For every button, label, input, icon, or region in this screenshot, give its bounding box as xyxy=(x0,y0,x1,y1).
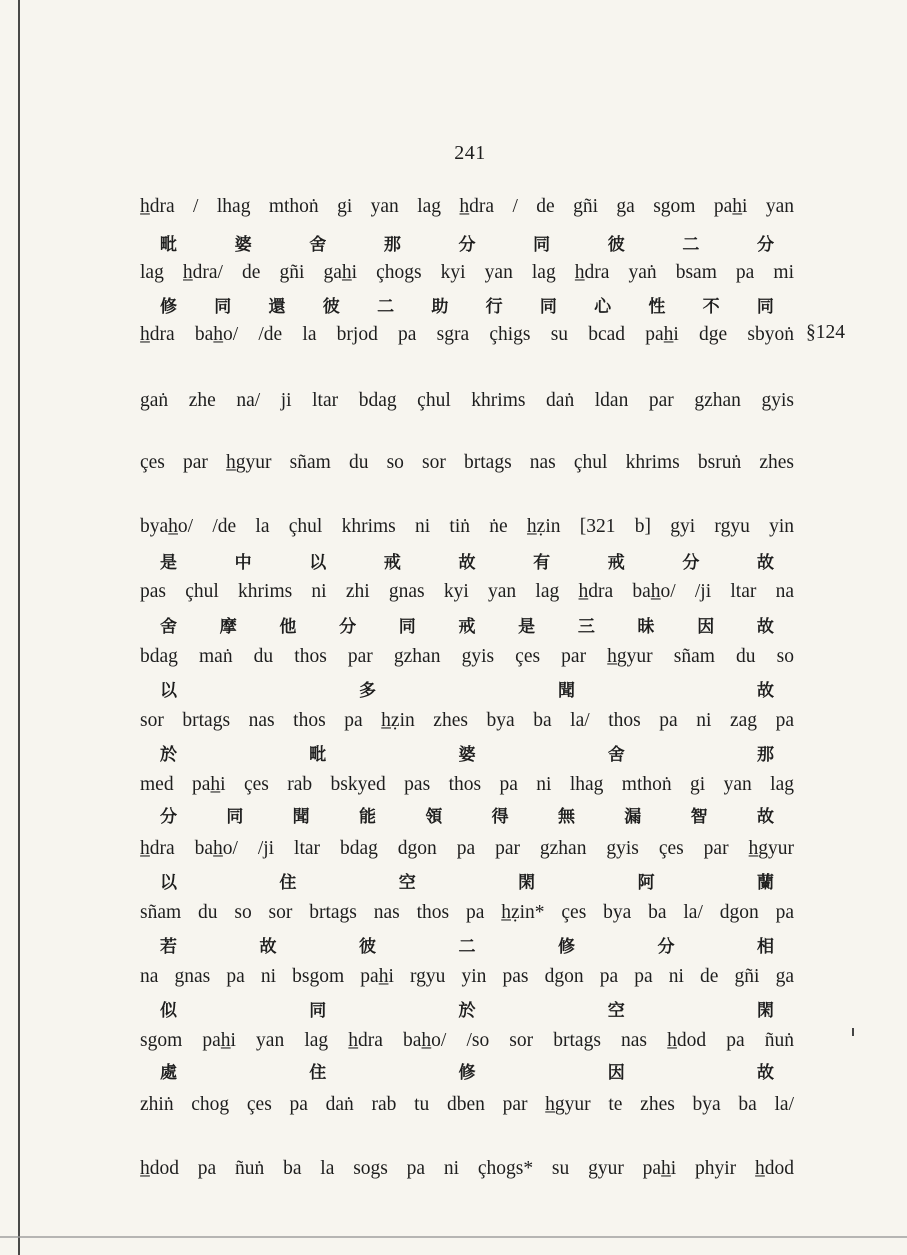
chinese-gloss-char: 二 xyxy=(682,235,700,255)
chinese-gloss-char: 故 xyxy=(757,553,774,573)
chinese-gloss-char: 故 xyxy=(756,617,774,637)
chinese-gloss-row xyxy=(160,932,774,957)
chinese-gloss-char: 二 xyxy=(377,297,395,317)
chinese-gloss-char: 助 xyxy=(431,297,449,317)
chinese-gloss-char: 故 xyxy=(757,1063,774,1083)
chinese-gloss-char: 他 xyxy=(279,617,297,637)
chinese-gloss-char: 彼 xyxy=(322,297,340,317)
tibetan-line: med pah̲i çes rab bskyed pas thos pa ni lhag mthoṅ gi yan lag xyxy=(140,774,794,795)
chinese-gloss-char: 同 xyxy=(309,1001,327,1021)
chinese-gloss-char: 故 xyxy=(259,937,277,957)
chinese-gloss-char: 以 xyxy=(160,873,177,893)
chinese-gloss-char: 舍 xyxy=(160,617,177,637)
chinese-gloss-char: 以 xyxy=(160,681,177,701)
chinese-gloss-char: 無 xyxy=(557,807,575,827)
chinese-gloss-char: 婆 xyxy=(234,235,252,255)
chinese-gloss-char: 空 xyxy=(607,1001,625,1021)
chinese-gloss-char: 閑 xyxy=(757,1001,774,1021)
chinese-gloss-char: 摩 xyxy=(219,617,237,637)
chinese-gloss-char: 同 xyxy=(226,807,244,827)
tibetan-line: na gnas pa ni bsgom pah̲i rgyu yin pas dgon pa pa ni de gñi ga xyxy=(140,966,794,987)
chinese-gloss-char: 閑 xyxy=(518,873,536,893)
chinese-gloss-char: 同 xyxy=(398,617,416,637)
chinese-gloss-char: 智 xyxy=(690,807,708,827)
page-number: 241 xyxy=(454,142,486,164)
chinese-gloss-char: 空 xyxy=(398,873,416,893)
tibetan-line: h̲dra bah̲o/ /ji ltar bdag dgon pa par gzhan gyis çes par h̲gyur xyxy=(140,838,794,859)
chinese-gloss-char: 以 xyxy=(309,553,327,573)
left-margin-rule xyxy=(18,0,20,1255)
chinese-gloss-char: 得 xyxy=(491,807,509,827)
chinese-gloss-char: 因 xyxy=(697,617,715,637)
chinese-gloss-char: 領 xyxy=(425,807,443,827)
chinese-gloss-char: 修 xyxy=(160,297,177,317)
chinese-gloss-char: 處 xyxy=(160,1063,177,1083)
tibetan-line: h̲dod pa ñuṅ ba la sogs pa ni çhogs* su gyur pah̲i phyir h̲dod xyxy=(140,1158,794,1179)
chinese-gloss-char: 分 xyxy=(458,235,476,255)
chinese-gloss-char: 戒 xyxy=(383,553,401,573)
chinese-gloss-char: 那 xyxy=(757,745,774,765)
chinese-gloss-row xyxy=(160,868,774,893)
chinese-gloss-char: 於 xyxy=(160,745,177,765)
chinese-gloss-row xyxy=(160,548,774,573)
chinese-gloss-char: 多 xyxy=(359,681,376,701)
tibetan-line: pas çhul khrims ni zhi gnas kyi yan lag h̲dra bah̲o/ /ji ltar na xyxy=(140,581,794,602)
chinese-gloss-char: 戒 xyxy=(607,553,625,573)
chinese-gloss-char: 修 xyxy=(558,937,575,957)
chinese-gloss-char: 住 xyxy=(279,873,297,893)
chinese-gloss-row xyxy=(160,292,774,317)
chinese-gloss-char: 性 xyxy=(648,297,666,317)
chinese-gloss-char: 心 xyxy=(594,297,612,317)
chinese-gloss-char: 戒 xyxy=(458,617,476,637)
chinese-gloss-char: 不 xyxy=(702,297,720,317)
tibetan-line: bdag maṅ du thos par gzhan gyis çes par h̲gyur sñam du so xyxy=(140,646,794,667)
chinese-gloss-char: 故 xyxy=(756,807,774,827)
chinese-gloss-char: 三 xyxy=(577,617,595,637)
chinese-gloss-row xyxy=(160,612,774,637)
tibetan-line: sñam du so sor brtags nas thos pa h̲ẓin* çes bya ba la/ dgon pa xyxy=(140,902,794,923)
chinese-gloss-char: 毗 xyxy=(309,745,327,765)
chinese-gloss-row xyxy=(160,230,774,255)
tibetan-line: h̲dra / lhag mthoṅ gi yan lag h̲dra / de gñi ga sgom pah̲i yan xyxy=(140,196,794,217)
chinese-gloss-char: 能 xyxy=(358,807,376,827)
tibetan-line: çes par h̲gyur sñam du so sor brtags nas çhul khrims bsruṅ zhes xyxy=(140,452,794,473)
chinese-gloss-char: 聞 xyxy=(558,681,575,701)
chinese-gloss-char: 分 xyxy=(339,617,357,637)
chinese-gloss-char: 有 xyxy=(533,553,551,573)
chinese-gloss-char: 聞 xyxy=(292,807,310,827)
section-mark: §124 xyxy=(806,322,845,343)
chinese-gloss-char: 彼 xyxy=(359,937,376,957)
chinese-gloss-char: 同 xyxy=(756,297,774,317)
chinese-gloss-char: 蘭 xyxy=(756,873,774,893)
chinese-gloss-row xyxy=(160,1058,774,1083)
chinese-gloss-char: 若 xyxy=(160,937,177,957)
chinese-gloss-char: 分 xyxy=(682,553,700,573)
tibetan-line: lag h̲dra/ de gñi gah̲i çhogs kyi yan lag h̲dra yaṅ bsam pa mi xyxy=(140,262,794,283)
chinese-gloss-char: 舍 xyxy=(309,235,327,255)
chinese-gloss-char: 住 xyxy=(309,1063,327,1083)
chinese-gloss-row xyxy=(160,802,774,827)
chinese-gloss-char: 行 xyxy=(485,297,503,317)
chinese-gloss-char: 分 xyxy=(757,235,774,255)
tibetan-line: sor brtags nas thos pa h̲ẓin zhes bya ba la/ thos pa ni zag pa xyxy=(140,710,794,731)
chinese-gloss-char: 舍 xyxy=(607,745,625,765)
chinese-gloss-char: 修 xyxy=(458,1063,476,1083)
chinese-gloss-char: 於 xyxy=(458,1001,476,1021)
bottom-edge-rule xyxy=(0,1236,907,1238)
tibetan-line: zhiṅ chog çes pa daṅ rab tu dben par h̲gyur te zhes bya ba la/ xyxy=(140,1094,794,1115)
chinese-gloss-char: 是 xyxy=(518,617,536,637)
chinese-gloss-char: 同 xyxy=(533,235,551,255)
chinese-gloss-char: 因 xyxy=(607,1063,625,1083)
chinese-gloss-char: 阿 xyxy=(637,873,655,893)
chinese-gloss-row xyxy=(160,676,774,701)
scan-speck xyxy=(852,1028,854,1036)
tibetan-line: sgom pah̲i yan lag h̲dra bah̲o/ /so sor brtags nas h̲dod pa ñuṅ xyxy=(140,1030,794,1051)
chinese-gloss-char: 是 xyxy=(160,553,177,573)
chinese-gloss-char: 分 xyxy=(657,937,675,957)
chinese-gloss-row xyxy=(160,740,774,765)
tibetan-line: gaṅ zhe na/ ji ltar bdag çhul khrims daṅ ldan par gzhan gyis xyxy=(140,390,794,411)
chinese-gloss-char: 相 xyxy=(757,937,774,957)
chinese-gloss-char: 婆 xyxy=(458,745,476,765)
tibetan-line: byah̲o/ /de la çhul khrims ni tiṅ ṅe h̲ẓin [321 b] gyi rgyu yin xyxy=(140,516,794,537)
chinese-gloss-char: 二 xyxy=(458,937,476,957)
chinese-gloss-char: 似 xyxy=(160,1001,177,1021)
chinese-gloss-char: 昧 xyxy=(637,617,655,637)
chinese-gloss-char: 中 xyxy=(234,553,252,573)
chinese-gloss-char: 漏 xyxy=(624,807,642,827)
chinese-gloss-row xyxy=(160,996,774,1021)
chinese-gloss-char: 分 xyxy=(160,807,177,827)
chinese-gloss-char: 還 xyxy=(268,297,286,317)
chinese-gloss-char: 彼 xyxy=(607,235,625,255)
chinese-gloss-char: 故 xyxy=(458,553,476,573)
chinese-gloss-char: 那 xyxy=(383,235,401,255)
chinese-gloss-char: 毗 xyxy=(160,235,177,255)
chinese-gloss-char: 故 xyxy=(757,681,774,701)
chinese-gloss-char: 同 xyxy=(539,297,557,317)
tibetan-line: h̲dra bah̲o/ /de la brjod pa sgra çhigs su bcad pah̲i dge sbyoṅ xyxy=(140,324,794,345)
chinese-gloss-char: 同 xyxy=(214,297,232,317)
